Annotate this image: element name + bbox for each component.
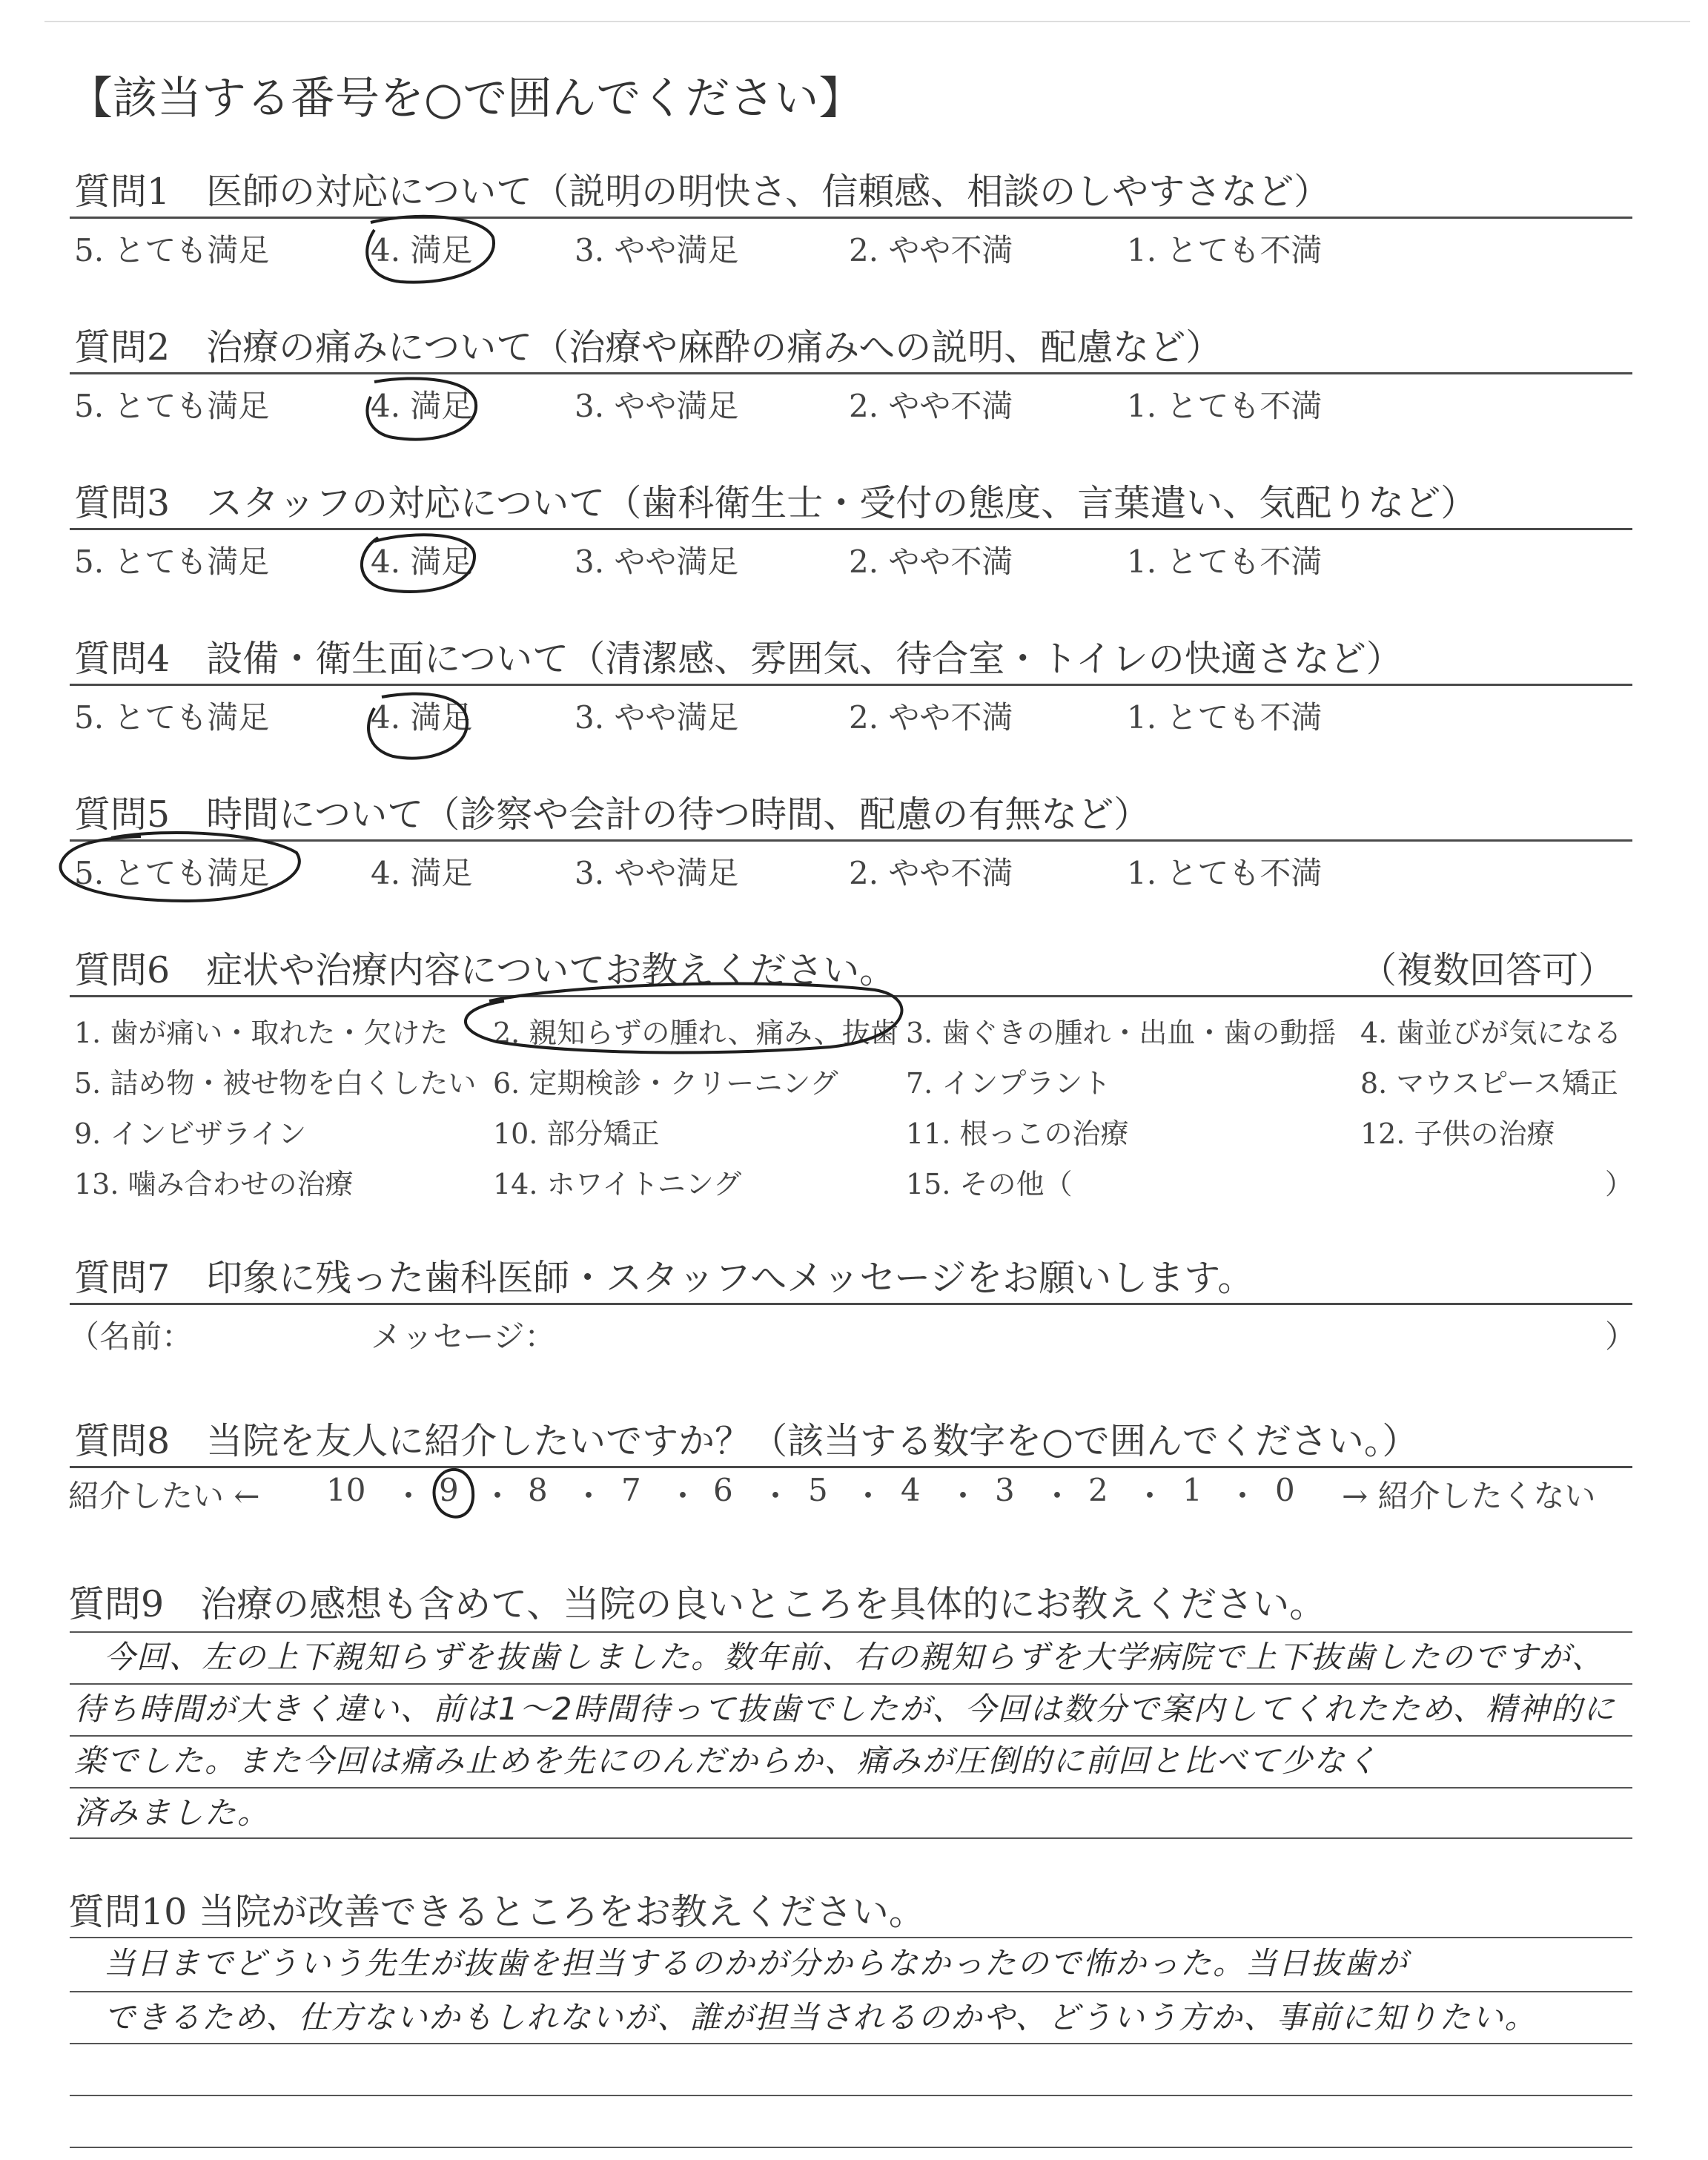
q6-item[interactable]: 13. 噛み合わせの治療 (74, 1168, 354, 1200)
q2-option-1[interactable]: 1. とても不満 (1127, 388, 1323, 424)
q7-close-paren: ） (1605, 1318, 1637, 1355)
q9-answer-line: 済みました。 (74, 1794, 271, 1831)
q9-answer-line: 楽でした。また今回は痛み止めを先にのんだからか、痛みが圧倒的に前回と比べて少なく (74, 1743, 1380, 1779)
q6-item[interactable]: 7. インプラント (906, 1067, 1111, 1100)
question-6-note: （複数回答可） (1360, 949, 1615, 991)
q3-option-2[interactable]: 2. やや不満 (849, 544, 1013, 580)
q6-item[interactable]: 1. 歯が痛い・取れた・欠けた (74, 1017, 448, 1049)
q3-selected-circle (362, 535, 474, 592)
q1-option-5[interactable]: 5. とても満足 (74, 232, 270, 268)
q6-selected-circle (466, 984, 902, 1053)
q8-scale-item[interactable]: 2 (1088, 1472, 1108, 1508)
page-title: 【該当する番号を○で囲んでください】 (68, 73, 864, 125)
q8-selected-circle (434, 1470, 474, 1517)
q8-dot: ・ (667, 1478, 699, 1514)
q8-scale-item[interactable]: 9 (439, 1472, 459, 1508)
question-3-heading: 質問3 スタッフの対応について（歯科衛生士・受付の態度、言葉遣い、気配りなど） (74, 482, 1477, 524)
q9-answer-line: 今回、左の上下親知らずを抜歯しました。数年前、右の親知らずを大学病院で上下抜歯したのですが、 (104, 1639, 1605, 1675)
q1-option-1[interactable]: 1. とても不満 (1127, 232, 1323, 268)
q7-name-label: （名前： (68, 1318, 193, 1355)
q8-dot: ・ (760, 1478, 792, 1514)
q6-item[interactable]: 5. 詰め物・被せ物を白くしたい (74, 1067, 477, 1100)
q1-selected-circle (367, 217, 494, 283)
question-2-heading: 質問2 治療の痛みについて（治療や麻酔の痛みへの説明、配慮など） (74, 326, 1222, 369)
question-7-heading: 質問7 印象に残った歯科医師・スタッフへメッセージをお願いします。 (74, 1257, 1254, 1299)
q5-option-5[interactable]: 5. とても満足 (74, 855, 270, 891)
q2-selected-circle (367, 378, 476, 439)
q1-option-4[interactable]: 4. 満足 (371, 232, 473, 268)
q4-option-5[interactable]: 5. とても満足 (74, 699, 270, 736)
q6-item[interactable]: 10. 部分矯正 (493, 1117, 660, 1150)
q7-message-label: メッセージ： (371, 1318, 556, 1355)
q8-scale-item[interactable]: 0 (1275, 1472, 1295, 1508)
q1-option-3[interactable]: 3. やや満足 (575, 232, 739, 268)
q10-answer-line: できるため、仕方ないかもしれないが、誰が担当されるのかや、どういう方か、事前に知りたい。 (104, 1999, 1537, 2035)
question-6-heading: 質問6 症状や治療内容についてお教えください。 (74, 949, 896, 991)
q4-option-1[interactable]: 1. とても不満 (1127, 699, 1323, 736)
q2-option-2[interactable]: 2. やや不満 (849, 388, 1013, 424)
q4-option-4[interactable]: 4. 満足 (371, 699, 473, 736)
question-10-heading: 質問10 当院が改善できるところをお教えください。 (68, 1891, 925, 1933)
q4-option-2[interactable]: 2. やや不満 (849, 699, 1013, 736)
q3-option-3[interactable]: 3. やや満足 (575, 544, 739, 580)
q6-item[interactable]: 8. マウスピース矯正 (1360, 1067, 1618, 1100)
q8-scale-item[interactable]: 4 (901, 1472, 921, 1508)
q8-dot: ・ (482, 1478, 514, 1514)
q8-scale-item[interactable]: 10 (326, 1472, 366, 1508)
q8-scale-item[interactable]: 3 (995, 1472, 1015, 1508)
q4-selected-circle (368, 694, 467, 759)
q8-scale-item[interactable]: 5 (808, 1472, 828, 1508)
q6-item[interactable]: 6. 定期検診・クリーニング (493, 1067, 838, 1100)
q6-item-other[interactable]: 15. その他（ (906, 1168, 1073, 1200)
q8-right-label: → 紹介したくない (1342, 1478, 1596, 1514)
q9-answer-line: 待ち時間が大きく違い、前は1〜2時間待って抜歯でしたが、今回は数分で案内してくれたため、精神的に (74, 1691, 1616, 1727)
question-8-heading: 質問8 当院を友人に紹介したいですか？（該当する数字を○で囲んでください。） (74, 1420, 1419, 1462)
q6-item[interactable]: 2. 親知らずの腫れ、痛み、抜歯 (493, 1017, 898, 1049)
q8-dot: ・ (1042, 1478, 1073, 1514)
q6-item-other-close: ） (1605, 1168, 1634, 1200)
q8-scale-item[interactable]: 7 (621, 1472, 641, 1508)
q6-item[interactable]: 11. 根っこの治療 (906, 1117, 1129, 1150)
question-9-heading: 質問9 治療の感想も含めて、当院の良いところを具体的にお教えください。 (68, 1583, 1326, 1625)
q2-option-3[interactable]: 3. やや満足 (575, 388, 739, 424)
question-5-heading: 質問5 時間について（診察や会計の待つ時間、配慮の有無など） (74, 793, 1151, 836)
q5-option-1[interactable]: 1. とても不満 (1127, 855, 1323, 891)
q10-answer-line: 当日までどういう先生が抜歯を担当するのかが分からなかったので怖かった。当日抜歯が (104, 1945, 1409, 1981)
q4-option-3[interactable]: 3. やや満足 (575, 699, 739, 736)
q8-dot: ・ (853, 1478, 884, 1514)
q8-dot: ・ (1134, 1478, 1166, 1514)
q1-option-2[interactable]: 2. やや不満 (849, 232, 1013, 268)
q6-item[interactable]: 4. 歯並びが気になる (1360, 1017, 1622, 1049)
q8-scale-item[interactable]: 8 (528, 1472, 548, 1508)
question-1-heading: 質問1 医師の対応について（説明の明快さ、信頼感、相談のしやすさなど） (74, 171, 1331, 213)
q3-option-4[interactable]: 4. 満足 (371, 544, 473, 580)
q8-left-label: 紹介したい ← (68, 1478, 260, 1514)
question-4-heading: 質問4 設備・衛生面について（清潔感、雰囲気、待合室・トイレの快適さなど） (74, 638, 1403, 680)
q2-option-5[interactable]: 5. とても満足 (74, 388, 270, 424)
q8-dot: ・ (1227, 1478, 1259, 1514)
q6-item[interactable]: 9. インビザライン (74, 1117, 307, 1150)
q3-option-5[interactable]: 5. とても満足 (74, 544, 270, 580)
q6-item[interactable]: 12. 子供の治療 (1360, 1117, 1555, 1150)
q5-option-4[interactable]: 4. 満足 (371, 855, 473, 891)
q6-item[interactable]: 3. 歯ぐきの腫れ・出血・歯の動揺 (906, 1017, 1337, 1049)
q5-selected-circle (61, 833, 299, 901)
q5-option-2[interactable]: 2. やや不満 (849, 855, 1013, 891)
q8-dot: ・ (947, 1478, 979, 1514)
q8-scale-item[interactable]: 1 (1182, 1472, 1202, 1508)
q8-dot: ・ (573, 1478, 605, 1514)
q8-dot: ・ (393, 1478, 425, 1514)
q8-scale-item[interactable]: 6 (713, 1472, 733, 1508)
q5-option-3[interactable]: 3. やや満足 (575, 855, 739, 891)
q3-option-1[interactable]: 1. とても不満 (1127, 544, 1323, 580)
q6-item[interactable]: 14. ホワイトニング (493, 1168, 742, 1200)
q2-option-4[interactable]: 4. 満足 (371, 388, 473, 424)
